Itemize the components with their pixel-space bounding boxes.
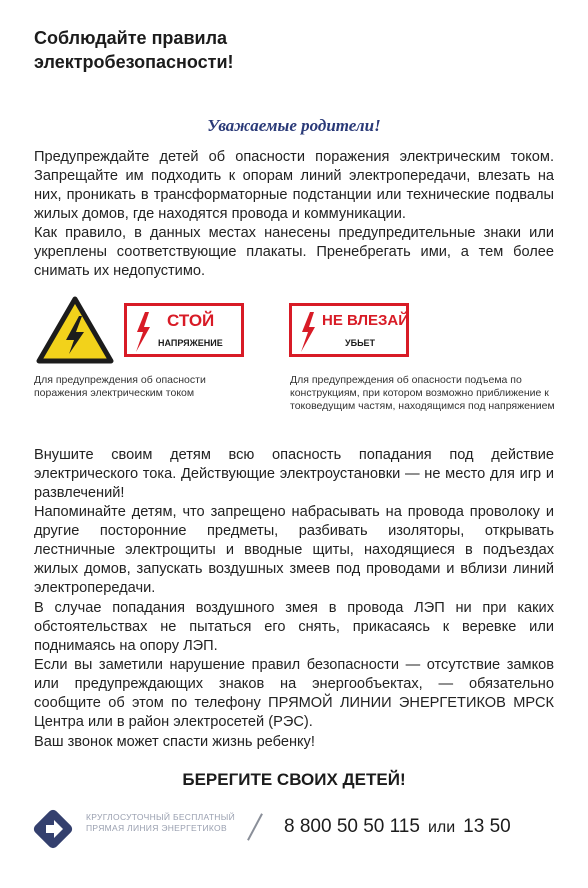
- hotline-label: КРУГЛОСУТОЧНЫЙ БЕСПЛАТНЫЙ ПРЯМАЯ ЛИНИЯ ЭНЕРГЕТИКОВ: [86, 812, 235, 833]
- phone-numbers: [284, 816, 511, 838]
- caption-right: Для предупреждения об опасности подъема по конструкциям, при котором возможно приближение к токоведущим частям, находящимся под напряжением: [290, 374, 555, 412]
- paragraph-1: Предупреждайте детей об опасности поражения электрическим током. Запрещайте им подходить к опорам линий электропередачи, влезать на них, проникать в трансформаторные подстанции или технические подвалы жилых домов, где находятся провода и коммуникации.: [34, 149, 554, 222]
- paragraph-3: Внушите своим детям всю опасность попадания под действие электрического тока. Действующие электроустановки — не место для игр и развлечений!: [34, 447, 554, 501]
- stop-voltage-sign: [124, 303, 244, 357]
- paragraph-4: Напоминайте детям, что запрещено набрасывать на провода проволоку и другие посторонние предметы, разбивать изоляторы, открывать лестничные электрощиты и вводные щиты, находящиеся в подъездах жилых домов, запускать воздушных змеев под проводами и вблизи линий электропередачи.: [34, 504, 554, 596]
- company-logo-icon: [30, 806, 76, 852]
- lightning-bolt-icon: [298, 312, 318, 352]
- paragraph-5: В случае попадания воздушного змея в провода ЛЭП ни при каких обстоятельствах не пытаться его снять, прикасаясь к веревке или поднимаясь на опору ЛЭП.: [34, 600, 554, 654]
- greeting-subtitle: Уважаемые родители!: [207, 116, 381, 135]
- slogan: БЕРЕГИТЕ СВОИХ ДЕТЕЙ!: [182, 770, 406, 789]
- phone-or: или: [427, 819, 456, 836]
- lightning-bolt-icon: [133, 312, 153, 352]
- no-climb-sign-subtitle: УБЬЕТ: [345, 338, 376, 348]
- paragraph-2: Как правило, в данных местах нанесены предупредительные знаки или укреплены соответствующие плакаты. Пренебрегать ими, а тем более снимать их недопустимо.: [34, 225, 554, 279]
- title-line-2: электробезопасности!: [34, 52, 234, 72]
- phone-short[interactable]: 13 50: [463, 816, 511, 837]
- stop-sign-title: СТОЙ: [167, 311, 215, 330]
- title-line-1: Соблюдайте правила: [34, 28, 228, 48]
- divider-slash: [247, 813, 263, 840]
- paragraph-7: Ваш звонок может спасти жизнь ребенку!: [34, 734, 315, 750]
- high-voltage-warning-icon: [36, 296, 114, 364]
- caption-left: Для предупреждения об опасности поражения электрическим током: [34, 374, 206, 399]
- page-title: [34, 26, 234, 74]
- phone-main[interactable]: 8 800 50 50 115: [284, 816, 420, 837]
- stop-sign-subtitle: НАПРЯЖЕНИЕ: [158, 338, 223, 348]
- no-climb-sign-title: НЕ ВЛЕЗАЙ: [322, 312, 410, 329]
- no-climb-sign: [289, 303, 409, 357]
- paragraph-6: Если вы заметили нарушение правил безопасности — отсутствие замков или предупреждающих знаков на энергообъектах, — обязательно сообщите об этом по телефону ПРЯМОЙ ЛИНИИ ЭНЕРГЕТИКОВ МРСК Центра или в район электросетей (РЭС).: [34, 657, 554, 730]
